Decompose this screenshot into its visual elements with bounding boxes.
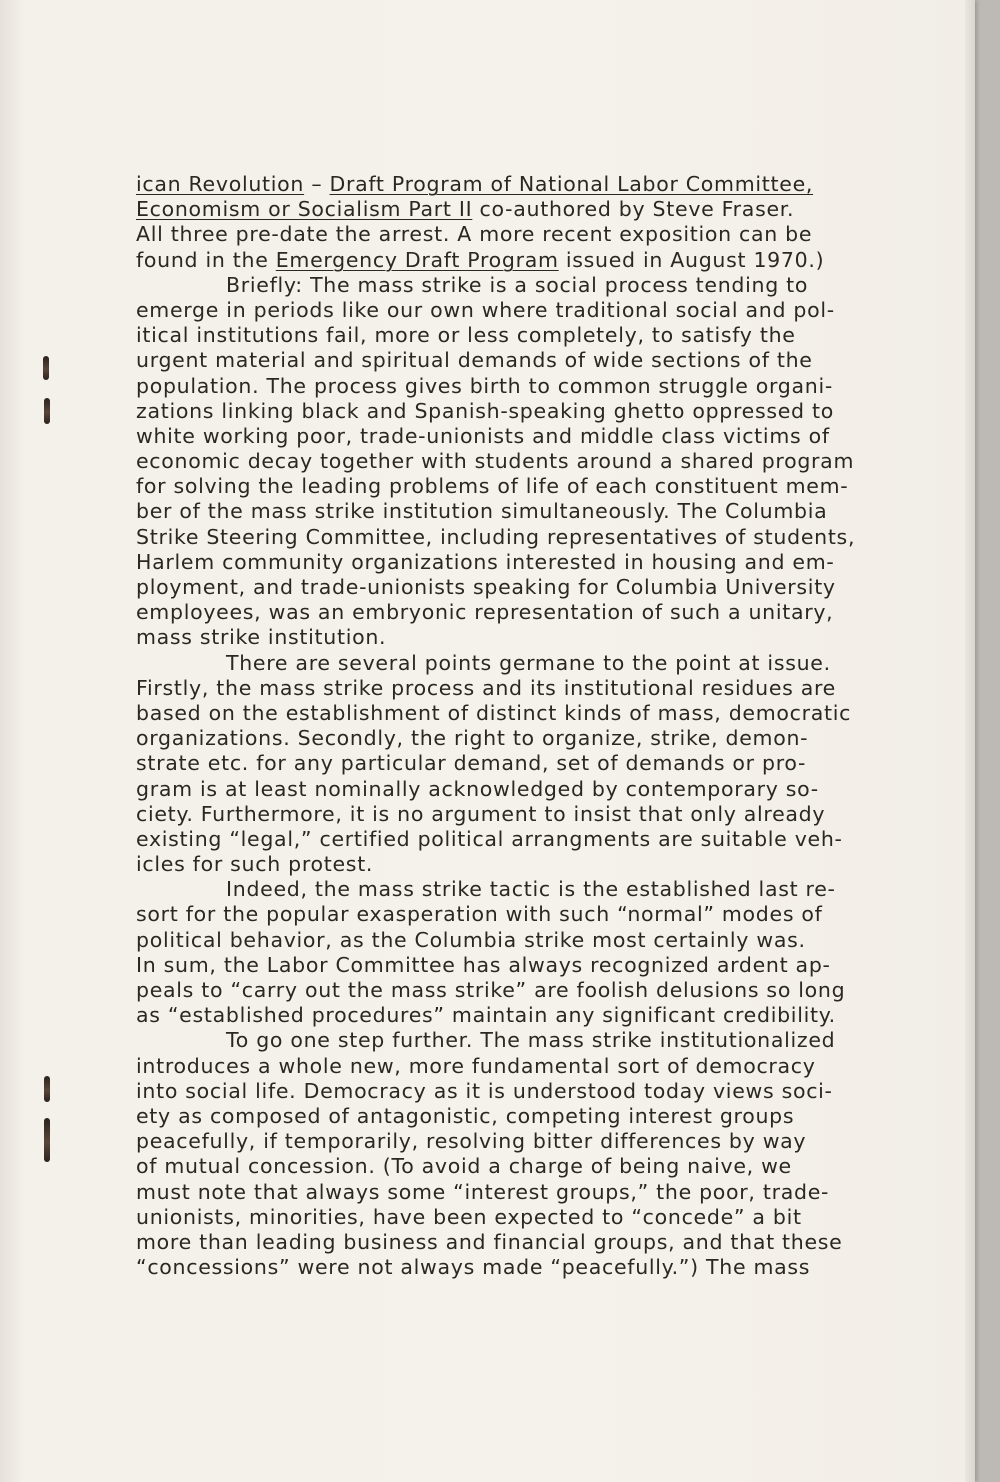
text-line — [136, 298, 856, 323]
text-line — [136, 1255, 856, 1280]
text-line — [136, 1205, 856, 1230]
binding-staple-mark — [44, 1076, 50, 1102]
text-line — [136, 802, 856, 827]
text-segment: There are several points germane to the point at issue. — [226, 650, 831, 675]
text-line — [136, 323, 856, 348]
text-segment: In sum, the Labor Committee has always recognized ardent ap- — [136, 952, 831, 977]
binding-staple-mark — [43, 356, 49, 380]
text-segment: ployment, and trade-unionists speaking for Columbia University — [136, 575, 836, 599]
text-segment: Indeed, the mass strike tactic is the established last re- — [226, 877, 836, 902]
text-line — [136, 1104, 856, 1129]
text-line — [136, 1079, 856, 1104]
text-line — [136, 1129, 856, 1154]
text-line — [136, 374, 856, 399]
text-line — [136, 1003, 856, 1028]
text-segment: organizations. Secondly, the right to organize, strike, demon- — [136, 726, 809, 751]
underlined-title: Draft Program of National Labor Committee, — [329, 172, 814, 196]
text-segment: more than leading business and financial groups, and that these — [136, 1229, 843, 1254]
text-segment: itical institutions fail, more or less completely, to satisfy the — [136, 323, 796, 348]
text-line — [136, 449, 856, 474]
text-segment: white working poor, trade-unionists and middle class victims of — [136, 423, 830, 448]
text-segment: peacefully, if temporarily, resolving bitter differences by way — [136, 1129, 807, 1154]
binding-staple-mark — [44, 398, 50, 424]
text-line — [136, 978, 856, 1003]
text-line — [136, 877, 856, 902]
text-line — [136, 928, 856, 953]
text-segment: issued in August 1970.) — [558, 247, 825, 272]
text-segment: mass strike institution. — [136, 625, 387, 650]
text-line — [136, 474, 856, 499]
text-segment: must note that always some “interest groups,” the poor, trade- — [136, 1179, 830, 1204]
underlined-title: Economism or Socialism Part II — [136, 197, 473, 222]
text-segment: – — [304, 172, 330, 196]
text-line — [136, 550, 856, 575]
underlined-title: Emergency Draft Program — [275, 247, 559, 272]
text-line — [136, 600, 856, 625]
text-line — [136, 751, 856, 776]
text-segment: for solving the leading problems of life of each constituent mem- — [136, 474, 849, 499]
text-segment: Harlem community organizations interested in housing and em- — [136, 549, 835, 574]
text-line — [136, 676, 856, 701]
text-line — [136, 1054, 856, 1079]
text-segment: Firstly, the mass strike process and its institutional residues are — [136, 675, 836, 700]
text-line — [136, 222, 856, 247]
text-segment: unionists, minorities, have been expected to “concede” a bit — [136, 1204, 802, 1229]
binding-staple-mark — [44, 1118, 50, 1162]
text-line — [136, 197, 856, 222]
text-line — [136, 827, 856, 852]
text-segment: ciety. Furthermore, it is no argument to insist that only already — [136, 801, 826, 826]
text-segment: peals to “carry out the mass strike” are foolish delusions so long — [136, 978, 846, 1002]
text-line — [136, 575, 856, 600]
text-segment: political behavior, as the Columbia strike most certainly was. — [136, 927, 806, 952]
text-line — [136, 625, 856, 650]
text-line — [136, 348, 856, 373]
text-line — [136, 273, 856, 298]
text-segment: gram is at least nominally acknowledged by contemporary so- — [136, 776, 819, 801]
text-segment: emerge in periods like our own where traditional social and pol- — [136, 297, 835, 322]
underlined-title: ican Revolution — [136, 172, 305, 196]
text-segment: employees, was an embryonic representation of such a unitary, — [136, 600, 834, 625]
text-line — [136, 499, 856, 524]
text-segment: economic decay together with students around a shared program — [136, 449, 855, 474]
text-segment: “concessions” were not always made “peacefully.”) The mass — [136, 1255, 811, 1280]
text-segment: strate etc. for any particular demand, set of demands or pro- — [136, 751, 807, 776]
text-line — [136, 1180, 856, 1205]
text-line — [136, 953, 856, 978]
text-segment: ber of the mass strike institution simultaneously. The Columbia — [136, 499, 828, 524]
text-line — [136, 852, 856, 877]
text-line — [136, 701, 856, 726]
text-segment: urgent material and spiritual demands of wide sections of the — [136, 348, 813, 373]
text-segment: co-authored by Steve Fraser. — [472, 197, 795, 222]
text-segment: based on the establishment of distinct kinds of mass, democratic — [136, 700, 852, 725]
text-line — [136, 248, 856, 273]
text-line — [136, 424, 856, 449]
text-line — [136, 172, 856, 197]
text-line — [136, 1028, 856, 1053]
text-segment: of mutual concession. (To avoid a charge of being naive, we — [136, 1154, 792, 1179]
text-segment: zations linking black and Spanish-speaking ghetto oppressed to — [136, 398, 834, 423]
text-segment: found in the — [136, 247, 276, 272]
text-segment: icles for such protest. — [136, 852, 374, 877]
text-line — [136, 651, 856, 676]
text-line — [136, 902, 856, 927]
text-segment: sort for the popular exasperation with such “normal” modes of — [136, 902, 823, 927]
text-segment: as “established procedures” maintain any significant credibility. — [136, 1003, 836, 1028]
text-segment: ety as composed of antagonistic, competing interest groups — [136, 1103, 795, 1128]
text-segment: into social life. Democracy as it is understood today views soci- — [136, 1078, 833, 1103]
text-line — [136, 525, 856, 550]
page-edge — [965, 0, 975, 1482]
text-segment: All three pre-date the arrest. A more recent exposition can be — [136, 222, 813, 247]
text-segment: To go one step further. The mass strike institutionalized — [226, 1028, 836, 1053]
text-segment: existing “legal,” certified political arrangments are suitable veh- — [136, 826, 843, 851]
text-line — [136, 1154, 856, 1179]
text-segment: population. The process gives birth to common struggle organi- — [136, 373, 833, 398]
text-segment: Strike Steering Committee, including representatives of students, — [136, 524, 856, 549]
text-line — [136, 399, 856, 424]
text-segment: introduces a whole new, more fundamental sort of democracy — [136, 1053, 816, 1078]
text-line — [136, 777, 856, 802]
text-line — [136, 726, 856, 751]
body-text — [136, 172, 856, 1280]
text-line — [136, 1230, 856, 1255]
text-segment: Briefly: The mass strike is a social process tending to — [226, 272, 809, 297]
